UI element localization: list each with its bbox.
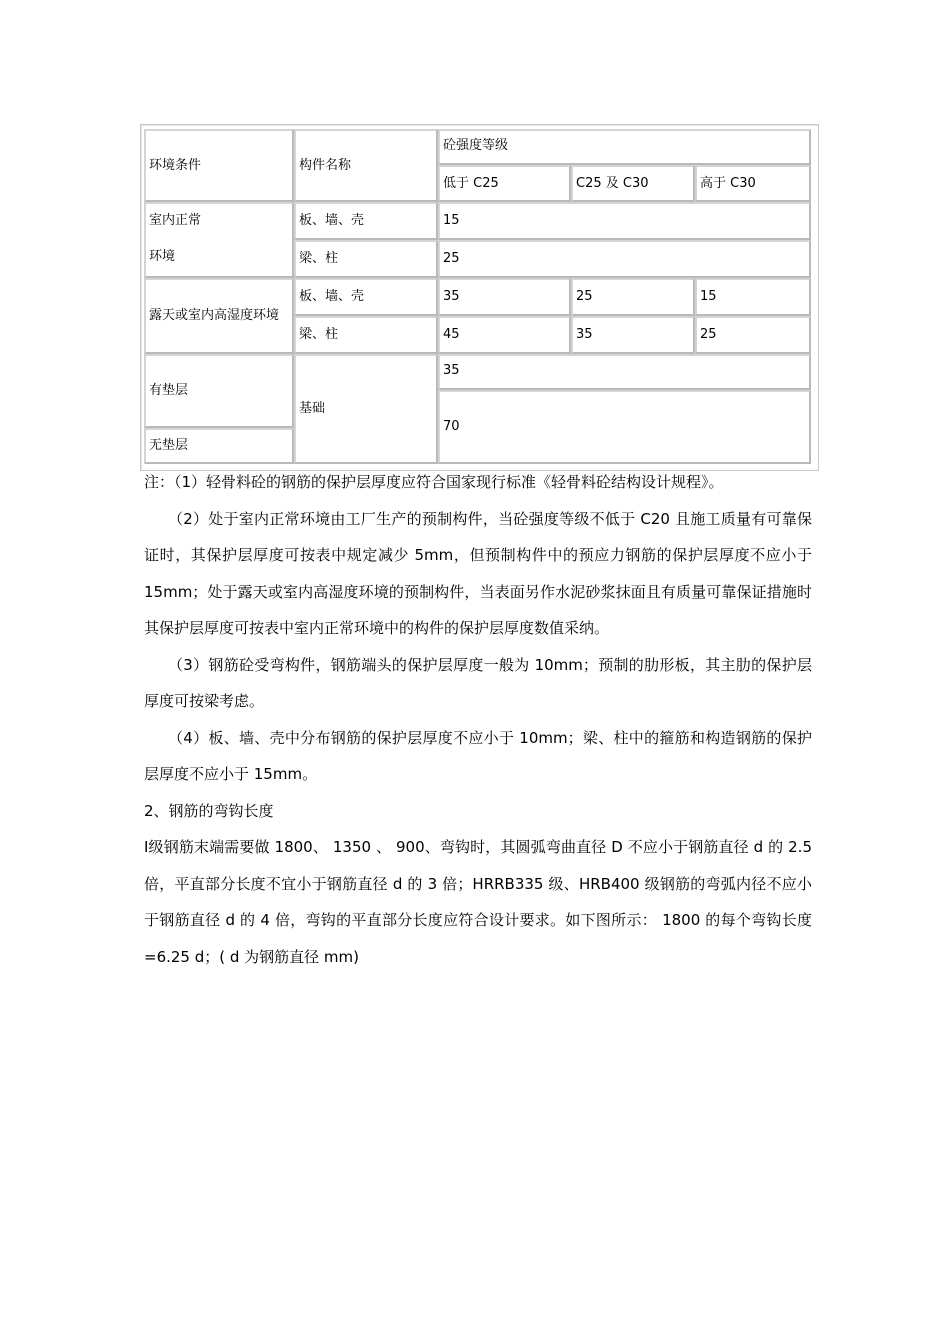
member-beam-1: 梁、柱 bbox=[299, 251, 339, 266]
header-grade-1-cell bbox=[438, 165, 571, 202]
env-no-cushion-cell bbox=[144, 428, 294, 464]
value-indoor-slab-cell bbox=[438, 202, 811, 240]
env-indoor-line1: 室内正常 bbox=[149, 213, 202, 228]
member-beam-2-cell bbox=[294, 316, 438, 354]
env-indoor-cell bbox=[144, 202, 294, 278]
member-slab-2: 板、墙、壳 bbox=[299, 289, 365, 304]
value-indoor-beam-cell bbox=[438, 240, 811, 278]
note-1: 注：（1）轻骨料砼的钢筋的保护层厚度应符合国家现行标准《轻骨料砼结构设计规程》。 bbox=[144, 473, 724, 491]
value-no-cushion-cell bbox=[438, 390, 811, 464]
value-outdoor-slab-3: 15 bbox=[700, 289, 717, 304]
note-3: （3）钢筋砼受弯构件，钢筋端头的保护层厚度一般为 10mm；预制的肋形板，其主肋的保护层厚度可按梁考虑。 bbox=[144, 655, 812, 710]
env-outdoor: 露天或室内高湿度环境 bbox=[149, 308, 280, 323]
value-indoor-beam: 25 bbox=[443, 251, 460, 266]
member-beam-2: 梁、柱 bbox=[299, 327, 339, 342]
header-env-cell bbox=[144, 129, 294, 202]
value-outdoor-beam-1: 45 bbox=[443, 327, 460, 342]
member-foundation: 基础 bbox=[299, 401, 326, 416]
value-cushion-cell bbox=[438, 354, 811, 390]
header-grade-cell bbox=[438, 129, 811, 165]
value-outdoor-slab-3-cell bbox=[695, 278, 811, 316]
header-env: 环境条件 bbox=[149, 157, 202, 173]
header-grade-3-cell bbox=[695, 165, 811, 202]
env-indoor-line2: 环境 bbox=[149, 249, 176, 264]
env-no-cushion: 无垫层 bbox=[149, 438, 189, 453]
section-heading: 2、钢筋的弯钩长度 bbox=[144, 801, 274, 820]
env-cushion: 有垫层 bbox=[149, 383, 189, 398]
value-no-cushion: 70 bbox=[443, 419, 460, 434]
header-grade-2-cell bbox=[571, 165, 695, 202]
note-2: （2）处于室内正常环境由工厂生产的预制构件，当砼强度等级不低于 C20 且施工质量有可靠保证时，其保护层厚度可按表中规定减少 5mm，但预制构件中的预应力钢筋的保护层厚度不应小于 15mm；处于露天或室内高湿度环境的预制构件，当表面另作水泥砂浆抹面且有质量可靠保证措施时其保护层厚度可按表中室内正常环境中的构件的保护层厚度数值采纳。 bbox=[144, 509, 812, 637]
value-outdoor-slab-1-cell bbox=[438, 278, 571, 316]
section-body: Ⅰ级钢筋末端需要做 1800、 1350 、 900、弯钩时，其圆弧弯曲直径 D 不应小于钢筋直径 d 的 2.5 倍，平直部分长度不宜小于钢筋直径 d 的 3 倍；HRRB335 级、HRB400 级钢筋的弯弧内径不应小于钢筋直径 d 的 4 倍，弯钩的平直部分长度应符合设计要求。如下图所示： 1800 的每个弯钩长度=6.25 d；( d 为钢筋直径 mm) bbox=[144, 838, 812, 966]
notes-section bbox=[144, 464, 812, 975]
header-grade-3: 高于 C30 bbox=[700, 175, 756, 191]
value-outdoor-beam-1-cell bbox=[438, 316, 571, 354]
header-member-cell bbox=[294, 129, 438, 202]
member-beam-1-cell bbox=[294, 240, 438, 278]
member-foundation-cell bbox=[294, 354, 438, 464]
member-slab-1-cell bbox=[294, 202, 438, 240]
header-grade-2: C25 及 C30 bbox=[576, 175, 649, 191]
header-member: 构件名称 bbox=[299, 157, 352, 173]
note-4: （4）板、墙、壳中分布钢筋的保护层厚度不应小于 10mm；梁、柱中的箍筋和构造钢筋的保护层厚度不应小于 15mm。 bbox=[144, 728, 812, 783]
header-grade: 砼强度等级 bbox=[443, 138, 509, 153]
value-indoor-slab: 15 bbox=[443, 213, 460, 228]
member-slab-1: 板、墙、壳 bbox=[299, 213, 365, 228]
value-outdoor-beam-2: 35 bbox=[576, 327, 593, 342]
value-outdoor-beam-2-cell bbox=[571, 316, 695, 354]
cover-thickness-table bbox=[140, 124, 819, 471]
value-cushion: 35 bbox=[443, 363, 460, 378]
header-grade-1: 低于 C25 bbox=[443, 175, 499, 191]
value-outdoor-beam-3-cell bbox=[695, 316, 811, 354]
value-outdoor-slab-2-cell bbox=[571, 278, 695, 316]
env-outdoor-cell bbox=[144, 278, 294, 354]
value-outdoor-slab-2: 25 bbox=[576, 289, 593, 304]
member-slab-2-cell bbox=[294, 278, 438, 316]
env-cushion-cell bbox=[144, 354, 294, 428]
value-outdoor-slab-1: 35 bbox=[443, 289, 460, 304]
value-outdoor-beam-3: 25 bbox=[700, 327, 717, 342]
